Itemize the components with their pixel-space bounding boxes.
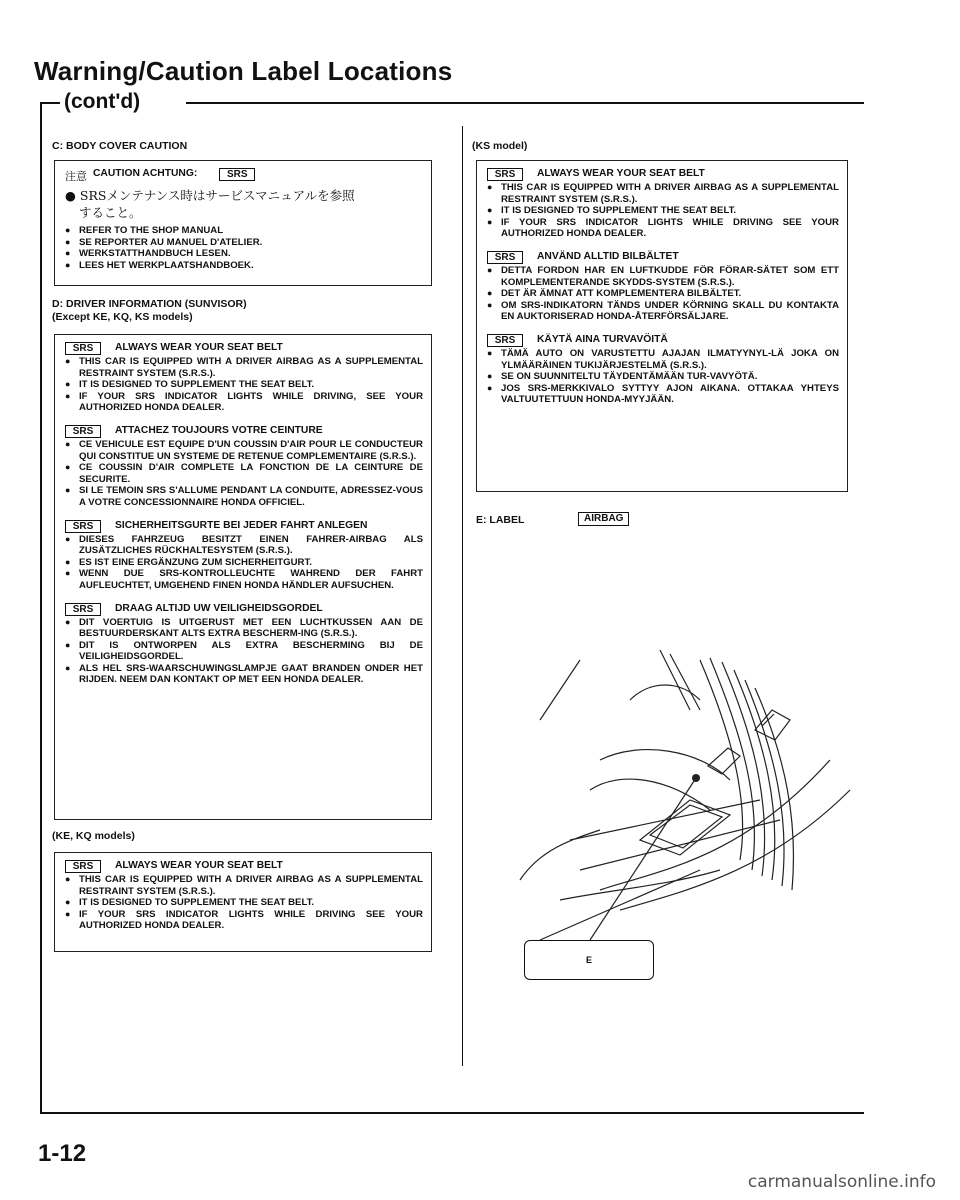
bottom-rule <box>40 1112 864 1114</box>
list-item: ● REFER TO THE SHOP MANUAL <box>65 225 423 237</box>
jp-caution-line-1: ● SRSメンテナンス時はサービスマニュアルを参照 <box>65 188 355 203</box>
block-heading: DRAAG ALTIJD UW VEILIGHEIDSGORDEL <box>115 602 323 614</box>
srs-badge: SRS <box>487 251 523 264</box>
list-item: ● DETTA FORDON HAR EN LUFTKUDDE FÖR FÖRAR-SÄTET SOM ETT KOMPLEMENTERANDE SKYDDS-SYSTEM (S.R.S.). <box>487 265 839 288</box>
list-item: ● WERKSTATTHANDBUCH LESEN. <box>65 248 423 260</box>
list-item: ● ALS HEL SRS-WAARSCHUWINGSLAMPJE GAAT BRANDEN ONDER HET RIJDEN. NEEM DAN KONTAKT OP MET EEN HONDA DEALER. <box>65 663 423 686</box>
section-keq-label: (KE, KQ models) <box>52 830 135 842</box>
section-d-sublabel: (Except KE, KQ, KS models) <box>52 311 193 323</box>
section-ks-label: (KS model) <box>472 140 528 152</box>
block-heading: SICHERHEITSGURTE BEI JEDER FAHRT ANLEGEN <box>115 519 368 531</box>
list-item: ● IF YOUR SRS INDICATOR LIGHTS WHILE DRIVING SEE YOUR AUTHORIZED HONDA DEALER. <box>65 909 423 932</box>
watermark: carmanualsonline.info <box>747 1172 936 1192</box>
list-item: ● DIT IS ONTWORPEN ALS EXTRA BESCHERMING BIJ DE VEILIGHEIDSGORDEL. <box>65 640 423 663</box>
ks-block-sv <box>487 251 839 323</box>
list-item: ● DET ÄR ÄMNAT ATT KOMPLEMENTERA BILBÄLTET. <box>487 288 839 300</box>
block-heading: KÄYTÄ AINA TURVAVÖITÄ <box>537 333 668 345</box>
page-title: Warning/Caution Label Locations <box>34 56 453 86</box>
list-item: ● IT IS DESIGNED TO SUPPLEMENT THE SEAT BELT. <box>65 379 423 391</box>
section-c-label: C: BODY COVER CAUTION <box>52 140 188 152</box>
list-item: ● CE COUSSIN D'AIR COMPLETE LA FONCTION DE LA CEINTURE DE SECURITE. <box>65 462 423 485</box>
list-item: ● LEES HET WERKPLAATSHANDBOEK. <box>65 260 423 272</box>
block-heading: ALWAYS WEAR YOUR SEAT BELT <box>115 860 283 871</box>
list-item: ● IT IS DESIGNED TO SUPPLEMENT THE SEAT BELT. <box>65 897 423 909</box>
title-rule <box>186 102 864 104</box>
list-item: ● THIS CAR IS EQUIPPED WITH A DRIVER AIRBAG AS A SUPPLEMENTAL RESTRAINT SYSTEM (S.R.S.). <box>65 874 423 897</box>
list-item: ● SE REPORTER AU MANUEL D'ATELIER. <box>65 237 423 249</box>
list-item: ● ES IST EINE ERGÄNZUNG ZUM SICHERHEITGURT. <box>65 557 423 569</box>
list-item: ● OM SRS-INDIKATORN TÄNDS UNDER KÖRNING SKALL DU KONTAKTA EN AUKTORISERAD HONDA-ÅTERFÖRSÄLJARE. <box>487 300 839 323</box>
title-rule-left <box>40 102 60 104</box>
section-keq-box <box>54 852 432 952</box>
leader-line <box>590 778 696 940</box>
caution-heading: CAUTION ACHTUNG: <box>93 168 198 179</box>
srs-badge: SRS <box>487 168 523 181</box>
list-item: ● IF YOUR SRS INDICATOR LIGHTS WHILE DRIVING, SEE YOUR AUTHORIZED HONDA DEALER. <box>65 391 423 414</box>
caution-jp-heading: 注意 <box>65 170 87 183</box>
list-item: ● THIS CAR IS EQUIPPED WITH A DRIVER AIRBAG AS A SUPPLEMENTAL RESTRAINT SYSTEM (S.R.S.). <box>65 356 423 379</box>
airbag-label-tag: AIRBAG <box>578 512 629 526</box>
page-subtitle: (cont'd) <box>64 90 141 113</box>
block-heading: ALWAYS WEAR YOUR SEAT BELT <box>537 168 705 179</box>
srs-badge: SRS <box>65 603 101 616</box>
page-number: 1-12 <box>38 1140 87 1167</box>
list-item: ● SI LE TEMOIN SRS S'ALLUME PENDANT LA CONDUITE, ADRESSEZ-VOUS A VOTRE CONCESSIONNAIRE HONDA OFFICIEL. <box>65 485 423 508</box>
callout-e-box <box>524 940 654 980</box>
list-item: ● WENN DUE SRS-KONTROLLEUCHTE WAHREND DER FAHRT AUFLEUCHTET, UMGEHEND FINEN HONDA HÄNDLER AUFSUCHEN. <box>65 568 423 591</box>
section-c-header <box>65 168 423 185</box>
srs-badge: SRS <box>65 425 101 438</box>
sunvisor-block-nl <box>65 603 423 687</box>
jp-caution-text-1: SRSメンテナンス時はサービスマニュアルを参照 <box>79 188 355 203</box>
section-c-list <box>65 225 423 271</box>
list-item: ● DIESES FAHRZEUG BESITZT EINEN FAHRER-AIRBAG ALS ZUSÄTZLICHES RÜCKHALTESYSTEM (S.R.S.). <box>65 534 423 557</box>
block-heading: ATTACHEZ TOUJOURS VOTRE CEINTURE <box>115 424 323 436</box>
section-d-label: D: DRIVER INFORMATION (SUNVISOR) <box>52 298 247 310</box>
srs-badge: SRS <box>219 168 255 181</box>
srs-badge: SRS <box>65 860 101 873</box>
list-item: ● IT IS DESIGNED TO SUPPLEMENT THE SEAT BELT. <box>487 205 839 217</box>
callout-e-text: E <box>585 955 592 965</box>
sunvisor-block-fr <box>65 425 423 509</box>
left-border <box>40 102 42 1112</box>
ks-block-en <box>487 168 839 240</box>
list-item: ● DIT VOERTUIG IS UITGERUST MET EEN LUCHTKUSSEN AAN DE BESTUURDERSKANT ALTS EXTRA BESCHERM-ING (S.R.S.). <box>65 617 423 640</box>
list-item: ● THIS CAR IS EQUIPPED WITH A DRIVER AIRBAG AS A SUPPLEMENTAL RESTRAINT SYSTEM (S.R.S.). <box>487 182 839 205</box>
sunvisor-block-de <box>65 520 423 592</box>
column-divider <box>462 126 463 1066</box>
jp-caution-line-2: すること。 <box>79 205 142 220</box>
list-item: ● IF YOUR SRS INDICATOR LIGHTS WHILE DRIVING SEE YOUR AUTHORIZED HONDA DEALER. <box>487 217 839 240</box>
list-item: ● TÄMÄ AUTO ON VARUSTETTU AJAJAN ILMATYYNYL-LÄ JOKA ON YLMÄÄRÄINEN TUKIJÄRJESTELMÄ (S.R.S.). <box>487 348 839 371</box>
list-item: ● JOS SRS-MERKKIVALO SYTTYY AJON AIKANA. OTTAKAA YHTEYS VALTUUTETTUUN HONDA-MYYJÄÄN. <box>487 383 839 406</box>
section-ks-box <box>476 160 848 492</box>
srs-badge: SRS <box>65 520 101 533</box>
section-e-label: E: LABEL <box>476 514 525 526</box>
block-heading: ALWAYS WEAR YOUR SEAT BELT <box>115 342 283 353</box>
ks-block-fi <box>487 334 839 406</box>
section-c-box <box>54 160 432 286</box>
list-item: ● CE VEHICULE EST EQUIPE D'UN COUSSIN D'AIR POUR LE CONDUCTEUR QUI CONSTITUE UN SYSTEME DE RETENUE COMPLEMENTAIRE (S.R.S.). <box>65 439 423 462</box>
sunvisor-block-en <box>65 342 423 414</box>
block-heading: ANVÄND ALLTID BILBÄLTET <box>537 250 679 262</box>
srs-badge: SRS <box>65 342 101 355</box>
srs-badge: SRS <box>487 334 523 347</box>
section-d-box <box>54 334 432 820</box>
list-item: ● SE ON SUUNNITELTU TÄYDENTÄMÄÄN TUR-VAVYÖTÄ. <box>487 371 839 383</box>
